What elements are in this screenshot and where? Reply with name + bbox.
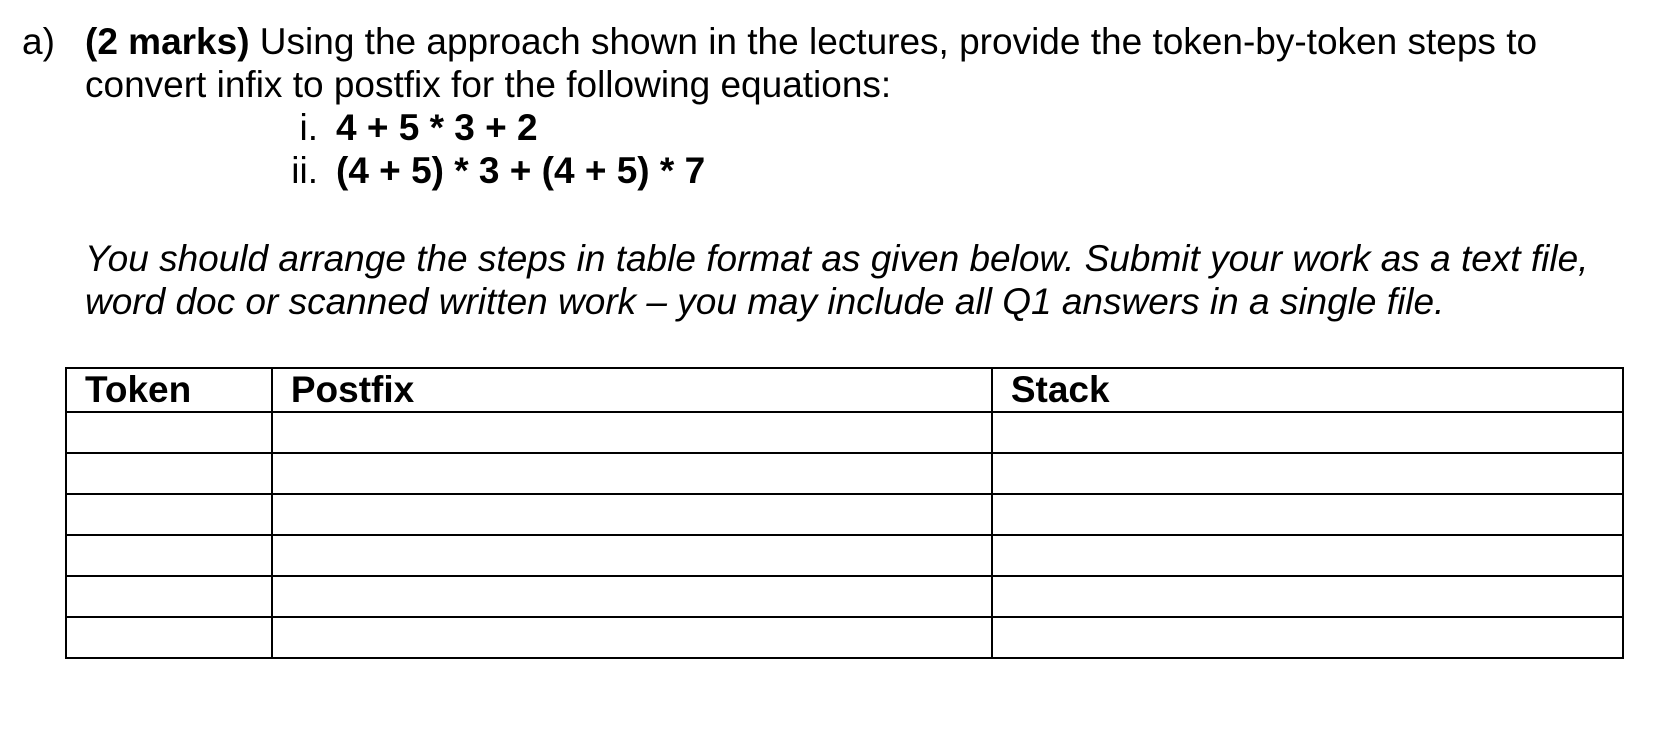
header-stack: Stack	[992, 368, 1623, 412]
question-block	[22, 20, 1642, 192]
cell-postfix	[272, 412, 992, 453]
cell-postfix	[272, 494, 992, 535]
equation-number: ii.	[291, 150, 318, 191]
cell-stack	[992, 617, 1623, 658]
cell-stack	[992, 576, 1623, 617]
cell-stack	[992, 453, 1623, 494]
equation-expression: (4 + 5) * 3 + (4 + 5) * 7	[336, 150, 706, 191]
table-row	[66, 494, 1623, 535]
cell-postfix	[272, 576, 992, 617]
cell-stack	[992, 412, 1623, 453]
equation-item	[262, 106, 1642, 149]
cell-token	[66, 576, 272, 617]
question-text: Using the approach shown in the lectures, provide the token-by-token steps to convert infix to postfix for the following equations:	[85, 21, 1538, 105]
cell-token	[66, 617, 272, 658]
question-marks: (2 marks)	[85, 21, 250, 62]
table-row	[66, 535, 1623, 576]
table-row	[66, 576, 1623, 617]
table-row	[66, 412, 1623, 453]
cell-postfix	[272, 453, 992, 494]
cell-token	[66, 494, 272, 535]
cell-token	[66, 535, 272, 576]
equation-expression: 4 + 5 * 3 + 2	[336, 107, 538, 148]
cell-token	[66, 453, 272, 494]
equation-item	[262, 149, 1642, 192]
header-token: Token	[66, 368, 272, 412]
steps-table	[65, 367, 1624, 659]
cell-stack	[992, 535, 1623, 576]
equation-list	[262, 106, 1642, 192]
table-header-row	[66, 368, 1623, 412]
cell-token	[66, 412, 272, 453]
question-label: a)	[22, 21, 55, 62]
cell-postfix	[272, 617, 992, 658]
header-postfix: Postfix	[272, 368, 992, 412]
table-row	[66, 453, 1623, 494]
cell-postfix	[272, 535, 992, 576]
instructions-text: You should arrange the steps in table format as given below. Submit your work as a text file, word doc or scanned written work – you may include all Q1 answers in a single file.	[85, 238, 1589, 322]
question-body	[85, 20, 1625, 106]
table-row	[66, 617, 1623, 658]
equation-number: i.	[299, 107, 318, 148]
cell-stack	[992, 494, 1623, 535]
